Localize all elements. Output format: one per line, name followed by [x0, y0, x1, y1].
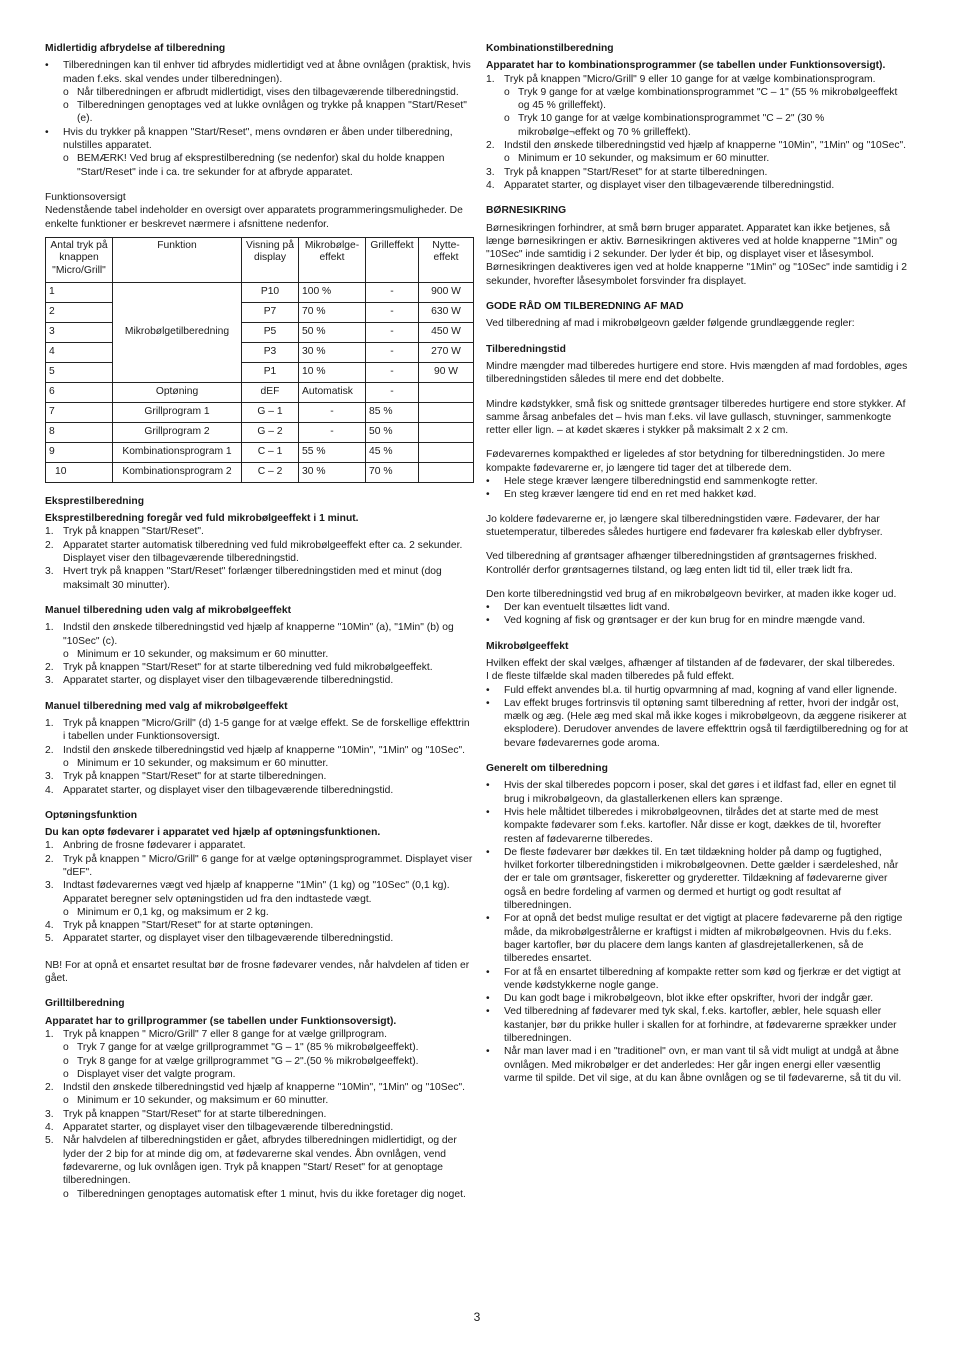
- col-header: Funktion: [113, 237, 242, 282]
- section-title: Tilberedningstid: [486, 343, 566, 355]
- function-table: [45, 237, 474, 483]
- sub-item: o Minimum er 10 sekunder, og maksimum er 60 minutter.: [63, 648, 329, 660]
- bullet-item: • De fleste fødevarer bør dækkes til. En tæt tildækning holder på damp og fugtighed, hvilket forkorter tilberedningstiden i mikrobølgeovnen. Dette gælder i særdeleshed, når der er tale om grøntsager, fiskeretter og gryderetter. Tildækning af fødevarerne giver også en bedre fordeling af varmen og dermed et hurtigt og godt resultat af tilberedningen.: [486, 846, 899, 912]
- numbered-item: 2. Tryk på knappen " Micro/Grill" 6 gange for at vælge optøningsprogrammet. Displayet viser "dEF".: [45, 853, 473, 878]
- table-row: [46, 282, 474, 302]
- section-microwave-power: [486, 640, 908, 750]
- table-cell: 9: [46, 442, 113, 462]
- note-text: NB! For at opnå et ensartet resultat bør de frosne fødevarer vendes, når halvdelen af tiden er gået.: [45, 959, 470, 985]
- numbered-item: 3. Tryk på knappen "Start/Reset" for at starte tilberedningen.: [486, 166, 768, 178]
- section-text: Nedenstående tabel indeholder en oversigt over apparatets programmeringsmuligheder. De enkelte funktioner er beskrevet nærmere i afsnittene nedenfor.: [45, 205, 463, 230]
- table-cell: [419, 462, 474, 482]
- section-subtitle: Apparatet har to kombinationsprogrammer (se tabellen under Funktionsoversigt).: [486, 60, 886, 72]
- table-cell: Grillprogram 1: [113, 402, 242, 422]
- paragraph: I de fleste tilfælde skal maden tilberedes på fuld effekt.: [486, 671, 735, 683]
- table-cell: -: [366, 342, 419, 362]
- table-cell: -: [366, 322, 419, 342]
- table-cell: Kombinationsprogram 1: [113, 442, 242, 462]
- table-cell: 70 %: [366, 462, 419, 482]
- table-row: [46, 322, 474, 342]
- table-cell: 900 W: [419, 282, 474, 302]
- table-row: [46, 442, 474, 462]
- table-cell: C – 1: [242, 442, 299, 462]
- section-title: Midlertidig afbrydelse af tilberedning: [45, 43, 226, 54]
- col-header: Visning på display: [242, 237, 299, 282]
- section-title: Funktionsoversigt: [45, 191, 126, 203]
- numbered-item: 1. Tryk på knappen " Micro/Grill" 7 eller 8 gange for at vælge grillprogram.: [45, 1028, 387, 1040]
- section-child-lock: [486, 204, 908, 288]
- table-cell: P5: [242, 322, 299, 342]
- section-combination: [486, 42, 908, 192]
- sub-item: o Tilberedningen genoptages automatisk efter 1 minut, hvis du ikke foretager dig noget.: [63, 1188, 466, 1200]
- bullet-item: • Lav effekt bruges fortrinsvis til optøning samt tilberedning af retter, hvori der indgår ost, mælk og æg. (Hele æg med skal må ikke koges i mikrobølgeovn, da æggene risikerer at eksplodere). Derudover anvendes de lavere effekttrin også til færdigtilberedning og for at bevare fødevarernes gode aroma.: [486, 697, 908, 749]
- merged-function-cell: Mikrobølgetilberedning: [113, 282, 242, 382]
- table-cell: 50 %: [366, 422, 419, 442]
- table-cell: 4: [46, 342, 113, 362]
- table-cell: 30 %: [299, 462, 366, 482]
- section-manual-without-power: [45, 604, 473, 688]
- section-title: Eksprestilberedning: [45, 495, 144, 507]
- section-title: Manuel tilberedning uden valg af mikrobølgeeffekt: [45, 604, 292, 616]
- bullet-item: • For at opnå det bedst mulige resultat er det vigtigt at placere fødevarerne på den rigtige måde, da mikrobølgestrålerne er kraftigst i midten af mikrobølgeovnen. Hvis du f.eks. bager kartofler, bør du placere dem langs kanten af glasdrejetallerkenen, så de tilberedes ensartet.: [486, 913, 903, 965]
- bullet-item: • Du kan godt bage i mikrobølgeovn, blot ikke efter opskrifter, hvori der indgår gær.: [486, 993, 874, 1005]
- table-cell: C – 2: [242, 462, 299, 482]
- table-cell: -: [299, 422, 366, 442]
- sub-item: o Tryk 7 gange for at vælge grillprogrammet "G – 1" (85 % mikrobølgeeffekt).: [63, 1042, 419, 1054]
- table-row: [46, 362, 474, 382]
- section-grill: [45, 997, 473, 1200]
- numbered-item: 2. Apparatet starter automatisk tilberedning ved fuld mikrobølgeeffekt efter ca. 2 sekunder. Displayet viser den tilbageværende tilberedningstid.: [45, 539, 463, 565]
- table-cell: P1: [242, 362, 299, 382]
- table-cell: -: [366, 382, 419, 402]
- section-title: Optøningsfunktion: [45, 809, 138, 821]
- numbered-item: 4. Apparatet starter, og displayet viser den tilbageværende tilberedningstid.: [45, 784, 394, 796]
- table-cell: 6: [46, 382, 113, 402]
- table-row: [46, 382, 474, 402]
- bullet-item: • Hvis hele måltidet tilberedes i mikrobølgeovnen, tilrådes det at starte med de mest kompakte fødevarer som f.eks. kartofler. Når disse er kogt, dækkes de til, hvorefter resten af fødevarerne tilberedes.: [486, 806, 882, 845]
- page-number: 3: [473, 1310, 481, 1324]
- right-column: [486, 42, 908, 1085]
- section-title: Kombinationstilberedning: [486, 43, 614, 54]
- sub-item: o Minimum er 10 sekunder, og maksimum er 60 minutter.: [504, 153, 770, 165]
- table-row: [46, 422, 474, 442]
- numbered-item: 2. Indstil den ønskede tilberedningstid ved hjælp af knapperne "10Min", "1Min" og "10Sec".: [45, 1082, 466, 1094]
- table-cell: [419, 382, 474, 402]
- table-cell: 90 W: [419, 362, 474, 382]
- numbered-item: 2. Indstil den ønskede tilberedningstid ved hjælp af knapperne "10Min", "1Min" og "10Sec".: [45, 744, 466, 756]
- numbered-item: 3. Apparatet starter, og displayet viser den tilbageværende tilberedningstid.: [45, 675, 394, 687]
- table-cell: 8: [46, 422, 113, 442]
- sub-item: o Tryk 9 gange for at vælge kombinationsprogrammet "C – 1" (55 % mikrobølgeeffekt og 45 % grilleffekt).: [504, 86, 898, 112]
- bullet-item: • Hvis du trykker på knappen "Start/Reset", mens ovndøren er åben under tilberedning, nulstilles apparatet.: [45, 126, 453, 152]
- table-row: [46, 302, 474, 322]
- section-subtitle: Du kan optø fødevarer i apparatet ved hjælp af optøningsfunktionen.: [45, 827, 381, 839]
- table-cell: 50 %: [299, 322, 366, 342]
- section-title: Generelt om tilberedning: [486, 763, 608, 775]
- table-cell: [419, 422, 474, 442]
- sub-item: o Tilberedningen genoptages ved at lukke ovnlågen og trykke på knappen "Start/Reset" (e).: [63, 100, 467, 125]
- col-header: Mikrobølge-effekt: [299, 237, 366, 282]
- numbered-item: 3. Hvert tryk på knappen "Start/Reset" forlænger tilberedningstiden med et minut (dog maksimalt 30 minutter).: [45, 566, 442, 591]
- section-title: GODE RÅD OM TILBEREDNING AF MAD: [486, 301, 684, 313]
- left-column: [45, 42, 473, 1201]
- section-subtitle: Eksprestilberedning foregår ved fuld mikrobølgeeffekt i 1 minut.: [45, 513, 359, 525]
- table-cell: P7: [242, 302, 299, 322]
- paragraph: Mindre kødstykker, små fisk og snittede grøntsager tilberedes hurtigere end store stykker. Af samme årsag anbefales det – hvis man f.eks. vil lave gullasch, stuvninger, sammenkogte retter eller lign. – at kødet skæres i stykker på maksimalt 2 x 2 cm.: [486, 398, 906, 437]
- paragraph: Fødevarernes kompakthed er ligeledes af stor betydning for tilberedningstiden. Jo mere kompakte fødevarerne er, jo længere tid tager det at tilberede dem.: [486, 449, 885, 474]
- table-row: [46, 462, 474, 482]
- sub-item: o Minimum er 10 sekunder, og maksimum er 60 minutter.: [63, 1095, 329, 1107]
- bullet-item: • Tilberedningen kan til enhver tid afbrydes midlertidigt ved at åbne ovnlågen (praktisk, hvis maden f.eks. skal vendes under tilberedningen).: [45, 60, 471, 85]
- table-cell: 1: [46, 282, 113, 302]
- numbered-item: 1. Anbring de frosne fødevarer i apparatet.: [45, 840, 246, 852]
- section-good-advice: [486, 300, 908, 331]
- section-title: Manuel tilberedning med valg af mikrobølgeeffekt: [45, 700, 288, 712]
- numbered-item: 5. Når halvdelen af tilberedningstiden er gået, afbrydes tilberedningen midlertidigt, og der lyder der 2 bip for at minde dig om, at fødevarerne skal vendes. Åbn ovnlågen, vend fødevarerne, og luk ovnlågen igen. Tryk på knappen "Start/ Reset" for at genoptage tilberedningen.: [45, 1135, 457, 1187]
- bullet-item: • En steg kræver længere tid end en ret med hakket kød.: [486, 489, 757, 501]
- section-title: Mikrobølgeeffekt: [486, 640, 569, 652]
- col-header: Antal tryk på knappen "Micro/Grill": [46, 237, 113, 282]
- numbered-item: 1. Indstil den ønskede tilberedningstid ved hjælp af knapperne "10Min" (a), "1Min" (b) og "10Sec" (c).: [45, 622, 454, 647]
- table-cell: -: [366, 302, 419, 322]
- table-cell: G – 1: [242, 402, 299, 422]
- sub-item: o Tryk 10 gange for at vælge kombinationsprogrammet "C – 2" (30 % mikrobølge¬effekt og 70 % grilleffekt).: [504, 113, 825, 138]
- table-cell: Optøning: [113, 382, 242, 402]
- numbered-item: 3. Tryk på knappen "Start/Reset" for at starte tilberedningen.: [45, 771, 327, 783]
- table-cell: G – 2: [242, 422, 299, 442]
- bullet-item: • Når man laver mad i en "traditionel" ovn, er man vant til så vidt muligt at undgå at åbne ovnlågen. Med mikrobølger er det anderledes: Her går ingen energi eller væsentlig varme til spilde. Det vil sige, at du kan åbne ovnlågen og se til fødevarerne, så tit du vil.: [486, 1046, 902, 1084]
- section-general-cooking: [486, 762, 908, 1085]
- numbered-item: 2. Indstil den ønskede tilberedningstid ved hjælp af knapperne "10Min", "1Min" og "10Sec".: [486, 140, 907, 152]
- table-cell: [419, 442, 474, 462]
- sub-item: o Displayet viser det valgte program.: [63, 1068, 236, 1080]
- table-cell: 30 %: [299, 342, 366, 362]
- sub-item: o Minimum er 0,1 kg, og maksimum er 2 kg.: [63, 906, 269, 918]
- numbered-item: 4. Apparatet starter, og displayet viser den tilbageværende tilberedningstid.: [45, 1122, 394, 1134]
- section-subtitle: Apparatet har to grillprogrammer (se tabellen under Funktionsoversigt).: [45, 1015, 397, 1027]
- table-cell: 85 %: [366, 402, 419, 422]
- bullet-item: • For at få en ensartet tilberedning af kompakte retter som kød og fjerkræ er det vigtigt at vende kødstykkerne nogle gange.: [486, 966, 901, 991]
- table-cell: 450 W: [419, 322, 474, 342]
- bullet-item: • Ved kogning af fisk og grøntsager er der kun brug for en mindre mængde vand.: [486, 615, 866, 627]
- table-cell: 10: [46, 462, 113, 482]
- table-cell: [419, 402, 474, 422]
- table-cell: 270 W: [419, 342, 474, 362]
- bullet-item: • Ved tilberedning af fødevarer med tyk skal, f.eks. kartofler, æbler, hele squash eller kastanjer, bør du prikke huller i skallen for at forhindre, at fødevarerne sprækker under tilberedningen.: [486, 1006, 897, 1044]
- bullet-item: • Der kan eventuelt tilsættes lidt vand.: [486, 602, 670, 614]
- paragraph: Den korte tilberedningstid ved brug af en mikrobølgeovn bevirker, at maden ikke koger ud.: [486, 588, 897, 600]
- table-cell: 3: [46, 322, 113, 342]
- col-header: Grilleffekt: [366, 237, 419, 282]
- bullet-item: • Fuld effekt anvendes bl.a. til hurtig opvarmning af mad, kogning af vand eller lignende.: [486, 684, 898, 696]
- table-cell: 55 %: [299, 442, 366, 462]
- table-row: [46, 402, 474, 422]
- bullet-item: • Hvis der skal tilberedes popcorn i poser, skal det gøres i et ildfast fad, eller en egnet til brug i mikrobølgeovn, da glastallerkenen ellers kan sprænge.: [486, 780, 897, 805]
- table-cell: -: [366, 282, 419, 302]
- section-cooking-time: [486, 343, 908, 628]
- table-cell: 70 %: [299, 302, 366, 322]
- sub-item: o BEMÆRK! Ved brug af eksprestilberedning (se nedenfor) skal du holde knappen "Start/Reset" inde i ca. tre sekunder for at afbryde apparatet.: [63, 153, 445, 178]
- sub-item: o Minimum er 10 sekunder, og maksimum er 60 minutter.: [63, 757, 329, 769]
- table-cell: -: [366, 362, 419, 382]
- table-cell: Kombinationsprogram 2: [113, 462, 242, 482]
- numbered-item: 1. Tryk på knappen "Micro/Grill" (d) 1-5 gange for at vælge effekt. Se de forskellige effekttrin i tabellen under Funktionsoversigt.: [45, 718, 470, 743]
- section-manual-with-power: [45, 700, 473, 797]
- section-express-cooking: [45, 495, 473, 592]
- section-text: Børnesikringen forhindrer, at små børn bruger apparatet. Apparatet kan ikke betjenes, så længe børnesikringen er aktiv. Børnesikringen aktiveres ved at holde knapperne "1Min" og "10Sec" inde samtidig i 2 sekunder. Der lyder ét bip, og displayet viser et låsesymbol. Børnesikringen deaktiveres igen ved at holde knapperne "1Min" og "10Sec" inde samtidig i 2 sekunder, hvorefter låsesymbolet forsvinder fra displayet.: [486, 222, 908, 287]
- table-cell: Automatisk: [299, 382, 366, 402]
- numbered-item: 1. Tryk på knappen "Start/Reset".: [45, 526, 204, 538]
- numbered-item: 3. Tryk på knappen "Start/Reset" for at starte tilberedningen.: [45, 1108, 327, 1120]
- table-cell: 630 W: [419, 302, 474, 322]
- numbered-item: 4. Tryk på knappen "Start/Reset" for at starte optøningen.: [45, 920, 314, 932]
- numbered-item: 2. Tryk på knappen "Start/Reset" for at starte tilberedning ved fuld mikrobølgeeffekt.: [45, 662, 433, 674]
- table-cell: 10 %: [299, 362, 366, 382]
- table-cell: P3: [242, 342, 299, 362]
- table-header-row: [46, 237, 474, 282]
- paragraph: Hvilken effekt der skal vælges, afhænger af tilstanden af de fødevarer, der skal tilberedes.: [486, 657, 896, 669]
- section-function-overview: [45, 191, 473, 231]
- section-title: Grilltilberedning: [45, 998, 125, 1010]
- paragraph: Jo koldere fødevarerne er, jo længere skal tilberedningstiden være. Fødevarer, der har stuetemperatur, tilberedes således hurtigere end fødevarer fra køleskab eller dybfryser.: [486, 513, 883, 538]
- table-cell: 100 %: [299, 282, 366, 302]
- table-cell: 2: [46, 302, 113, 322]
- table-cell: 7: [46, 402, 113, 422]
- table-cell: dEF: [242, 382, 299, 402]
- section-temporary-interruption: [45, 42, 473, 179]
- table-cell: 5: [46, 362, 113, 382]
- col-header: Nytte-effekt: [419, 237, 474, 282]
- numbered-item: 3. Indtast fødevarernes vægt ved hjælp af knapperne "1Min" (1 kg) og "10Sec" (0,1 kg). Apparatet beregner selv optøningstiden ud fra den indtastede vægt.: [45, 880, 450, 905]
- table-row: [46, 342, 474, 362]
- table-cell: -: [299, 402, 366, 422]
- section-text: Ved tilberedning af mad i mikrobølgeovn gælder følgende grundlæggende regler:: [486, 318, 855, 330]
- section-title: BØRNESIKRING: [486, 205, 567, 217]
- table-cell: 45 %: [366, 442, 419, 462]
- sub-item: o Når tilberedningen er afbrudt midlertidigt, vises den tilbageværende tilberedningstid.: [63, 86, 459, 98]
- paragraph: Ved tilberedning af grøntsager afhænger tilberedningstiden af grøntsagernes friskhed. Kontrollér derfor grøntsagernes tilstand, og læg enten lidt tid til, eller træk lidt fra.: [486, 551, 877, 576]
- paragraph: Mindre mængder mad tilberedes hurtigere end store. Hvis mængden af mad fordobles, øges tilberedningstiden således til mere end det dobbelte.: [486, 360, 908, 386]
- bullet-item: • Hele stege kræver længere tilberedningstid end sammenkogte retter.: [486, 476, 818, 488]
- numbered-item: 4. Apparatet starter, og displayet viser den tilbageværende tilberedningstid.: [486, 179, 835, 191]
- numbered-item: 5. Apparatet starter, og displayet viser den tilbageværende tilberedningstid.: [45, 933, 394, 945]
- section-defrost: [45, 809, 473, 986]
- table-cell: P10: [242, 282, 299, 302]
- numbered-item: 1. Tryk på knappen "Micro/Grill" 9 eller 10 gange for at vælge kombinationsprogram.: [486, 73, 876, 85]
- table-cell: Grillprogram 2: [113, 422, 242, 442]
- sub-item: o Tryk 8 gange for at vælge grillprogrammet "G – 2".(50 % mikrobølgeeffekt).: [63, 1055, 419, 1067]
